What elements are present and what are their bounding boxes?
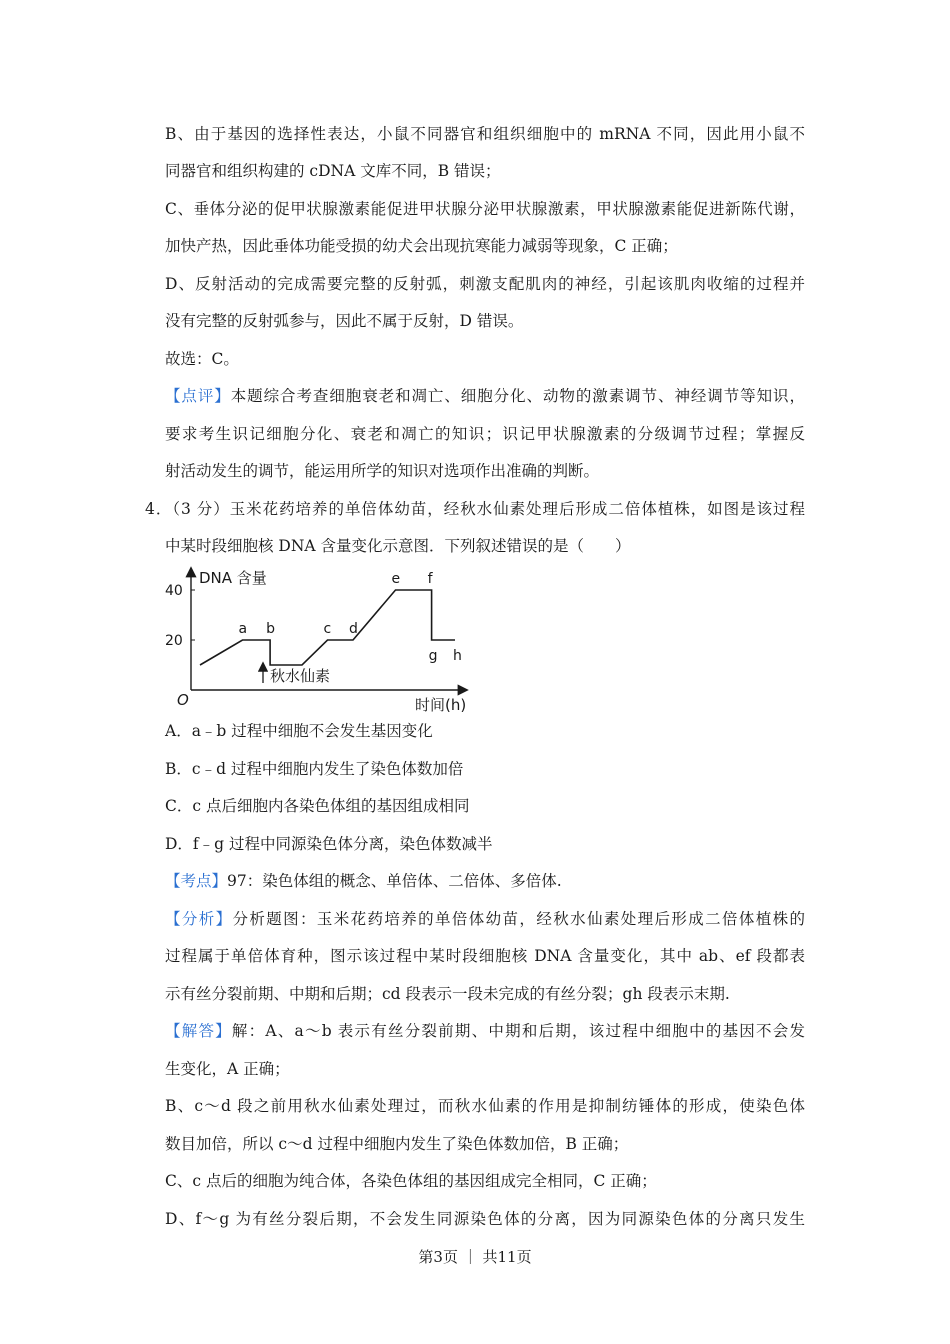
comment-line: 射活动发生的调节，能运用所学的知识对选项作出准确的判断。 [165,462,600,480]
answer-line: C、c 点后的细胞为纯合体，各染色体组的基因组成完全相同，C 正确； [165,1172,657,1190]
option-b: B．c﹣d 过程中细胞内发生了染色体数加倍 [165,760,464,778]
colchicine-label: 秋水仙素 [270,667,331,685]
answer-line: 生变化，A 正确； [165,1060,290,1078]
answer-tag: 【解答】 [165,1022,232,1040]
point-label-d: d [349,621,358,637]
kaodian-line [165,870,562,892]
y-tick-label: 40 [165,583,183,599]
y-tick-label: 20 [165,633,183,649]
paragraph-line: B、由于基因的选择性表达，小鼠不同器官和组织细胞中的 mRNA 不同，因此用小鼠不 [165,125,805,143]
paragraph-line: 故选：C。 [165,350,239,368]
answer-line: 数目加倍，所以 c～d 过程中细胞内发生了染色体数加倍，B 正确； [165,1135,629,1153]
analysis-tag: 【分析】 [165,910,233,928]
option-a: A．a﹣b 过程中细胞不会发生基因变化 [165,722,433,740]
point-label-e: e [391,571,401,587]
paragraph-line: C、垂体分泌的促甲状腺激素能促进甲状腺分泌甲状腺激素，甲状腺激素能促进新陈代谢， [165,200,805,218]
comment-tag: 【点评】 [165,387,231,405]
point-label-a: a [238,621,248,637]
point-labels [239,571,462,664]
page-footer: 第3页 ｜ 共11页 [418,1248,532,1266]
option-d: D．f﹣g 过程中同源染色体分离，染色体数减半 [165,835,493,853]
point-label-b: b [266,621,275,637]
answer-text: 解：A、a～b 表示有丝分裂前期、中期和后期，该过程中细胞中的基因不会发 [231,1022,805,1040]
x-axis-label: 时间(h) [415,696,467,713]
answer-line: B、c～d 段之前用秋水仙素处理过，而秋水仙素的作用是抑制纺锤体的形成，使染色体 [165,1097,805,1115]
answer-line: D、f～g 为有丝分裂后期，不会发生同源染色体的分离，因为同源染色体的分离只发生 [165,1210,805,1228]
point-label-g: g [428,648,438,664]
comment-text: 本题综合考查细胞衰老和凋亡、细胞分化、动物的激素调节、神经调节等知识， [230,387,805,405]
paragraph-line: D、反射活动的完成需要完整的反射弧，刺激支配肌肉的神经，引起该肌肉收缩的过程并 [165,275,805,293]
question-stem: 4．（3 分）玉米花药培养的单倍体幼苗，经秋水仙素处理后形成二倍体植株，如图是该过程 [145,500,805,518]
origin-label: O [177,691,189,709]
analysis-line: 示有丝分裂前期、中期和后期；cd 段表示一段未完成的有丝分裂；gh 段表示末期. [165,985,730,1003]
kaodian-tag: 【考点】 [165,872,228,890]
comment-line [165,385,805,407]
paragraph-line: 同器官和组织构建的 cDNA 文库不同，B 错误； [165,162,501,180]
question-stem: 中某时段细胞核 DNA 含量变化示意图．下列叙述错误的是（ ） [165,537,631,555]
point-label-c: c [323,621,332,637]
paragraph-line: 加快产热，因此垂体功能受损的幼犬会出现抗寒能力减弱等现象，C 正确； [165,237,678,255]
analysis-line: 过程属于单倍体育种，图示该过程中某时段细胞核 DNA 含量变化，其中 ab、ef 段都表 [165,947,805,965]
kaodian-text: 97：染色体组的概念、单倍体、二倍体、多倍体. [227,872,562,890]
point-label-h: h [453,648,462,664]
option-c: C．c 点后细胞内各染色体组的基因组成相同 [165,797,470,815]
answer-line [165,1020,805,1042]
dna-content-graph [163,563,473,713]
point-label-f: f [427,571,433,587]
analysis-text: 分析题图：玉米花药培养的单倍体幼苗，经秋水仙素处理后形成二倍体植株的 [232,910,805,928]
analysis-line [165,908,805,930]
paragraph-line: 没有完整的反射弧参与，因此不属于反射，D 错误。 [165,312,524,330]
y-axis-label: DNA 含量 [199,569,267,587]
comment-line: 要求考生识记细胞分化、衰老和凋亡的知识；识记甲状腺激素的分级调节过程；掌握反 [165,425,805,443]
